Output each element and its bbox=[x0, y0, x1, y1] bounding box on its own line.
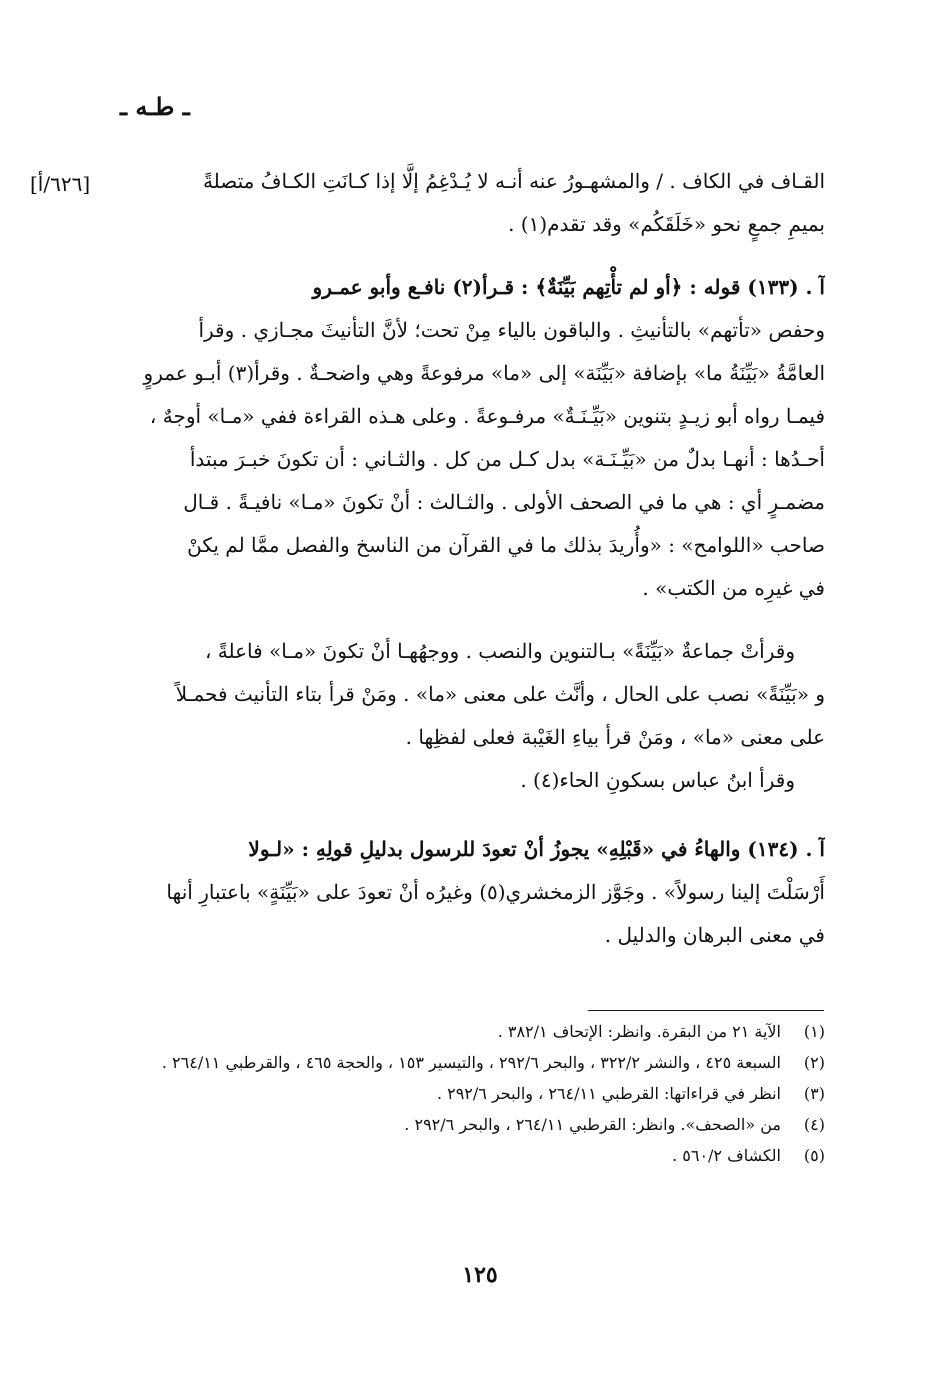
text-line: فيمـا رواه أبو زيـدٍ بتنوين «بَيِّـنَـةٌ» مرفـوعةً . وعلى هـذه القراءة ففي «مـا» أوجهٌ ، bbox=[149, 404, 825, 428]
footnote bbox=[145, 1140, 825, 1171]
text-line: صاحب «اللوامح» : «وأُريدَ بذلك ما في القرآن من الناسخ والفصل ممَّا لم يكنْ bbox=[187, 533, 825, 557]
section-134-paragraph bbox=[125, 828, 825, 957]
text-line: مضمـرٍ أي : هي ما في الصحف الأولى . والثـالث : أنْ تكونَ «مـا» نافيـةً . قـال bbox=[183, 490, 825, 514]
text-line: آ . (١٣٤) والهاءُ في «قَبْلِهِ» يجوزُ أنْ تعودَ للرسول بدليلِ قولِهِ : «لـولا bbox=[248, 837, 825, 861]
page-number: ١٢٥ bbox=[462, 1262, 498, 1288]
text-line: و «بَيِّنَةً» نصب على الحال ، وأنَّث على معنى «ما» . ومَنْ قرأ بتاء التأنيث فحمـلاً bbox=[175, 682, 825, 706]
text-line: وحفص «تأتهم» بالتأنيثِ . والباقون بالياء مِنْ تحت؛ لأنَّ التأنيثَ مجـازي . وقرأ bbox=[198, 318, 825, 342]
main-text bbox=[125, 160, 825, 957]
footnote-separator bbox=[588, 1010, 824, 1011]
text-line: العامَّةُ «بَيِّنَةُ ما» بإضافة «بَيِّنَة» إلى «ما» مرفوعةً وهي واضحـةٌ . وقرأ(٣) أبـو عمروٍ bbox=[143, 361, 825, 385]
footnote-number: (٤) bbox=[803, 1115, 825, 1134]
footnote-text: الكشاف ٥٦٠/٢ . bbox=[672, 1146, 781, 1165]
footnote-text: الآية ٢١ من البقرة. وانظر: الإتحاف ٣٨٢/١ . bbox=[497, 1022, 781, 1041]
footnote-text: السبعة ٤٢٥ ، والنشر ٣٢٢/٢ ، والبحر ٢٩٢/٦ ، والتيسير ١٥٣ ، والحجة ٤٦٥ ، والقرطبي ٢٦٤/١١ . bbox=[161, 1053, 781, 1072]
footnote-number: (٣) bbox=[803, 1084, 825, 1103]
spacer bbox=[125, 246, 825, 266]
text-line: آ . (١٣٣) قوله : ﴿أو لم تأْتِهم بَيِّنَةٌ﴾ : قـرأ(٢) نافـع وأبو عمـرو bbox=[312, 275, 825, 299]
text-line: بميمِ جمعٍ نحو «خَلَقَكُم» وقد تقدم(١) . bbox=[508, 212, 825, 236]
footnote bbox=[145, 1078, 825, 1109]
footnote bbox=[145, 1047, 825, 1078]
text-line: وقرأ ابنُ عباس بسكونِ الحاء(٤) . bbox=[520, 768, 795, 792]
footnote-text: انظر في قراءاتها: القرطبي ٢٦٤/١١ ، والبحر ٢٩٢/٦ . bbox=[436, 1084, 781, 1103]
footnotes bbox=[145, 1016, 825, 1171]
text-line: في غيرِه من الكتب» . bbox=[642, 576, 825, 600]
footnote bbox=[145, 1109, 825, 1140]
intro-paragraph bbox=[125, 160, 825, 246]
section-133-paragraph bbox=[125, 266, 825, 610]
manuscript-folio-reference: [٦٢٦/أ] bbox=[30, 172, 91, 196]
footnote bbox=[145, 1016, 825, 1047]
footnote-number: (٥) bbox=[803, 1146, 825, 1165]
text-line: القـاف في الكاف . / والمشهـورُ عنه أنـه لا يُـدْغِمُ إلَّا إذا كـانَتِ الكـافُ متصلةً bbox=[202, 169, 825, 193]
footnote-text: من «الصحف». وانظر: القرطبي ٢٦٤/١١ ، والبحر ٢٩٢/٦ . bbox=[404, 1115, 781, 1134]
spacer bbox=[125, 610, 825, 630]
text-line: في معنى البرهان والدليل . bbox=[604, 923, 825, 947]
running-header: ـ طـه ـ bbox=[120, 92, 190, 121]
text-line: وقرأتْ جماعةٌ «بَيِّنَةً» بـالتنوين والنصب . ووجهُهـا أنْ تكونَ «مـا» فاعلةً ، bbox=[204, 639, 795, 663]
footnote-number: (٢) bbox=[803, 1053, 825, 1072]
text-line: أحـدُها : أنهـا بدلٌ من «بَيِّـنَـة» بدل كـل من كل . والثـاني : أن تكونَ خبـرَ مبتدأ bbox=[189, 447, 825, 471]
text-line: على معنى «ما» ، ومَنْ قرأ بياءِ الغَيْبة فعلى لفظِها . bbox=[405, 725, 825, 749]
text-line: أَرْسَلْتَ إلينا رسولاً» . وجَوَّز الزمخشري(٥) وغيرُه أنْ تعودَ على «بَيِّنَةٍ» باعتبارِ أنها bbox=[166, 880, 825, 904]
readings-paragraph bbox=[125, 630, 825, 802]
footnote-number: (١) bbox=[803, 1022, 825, 1041]
spacer bbox=[125, 802, 825, 828]
